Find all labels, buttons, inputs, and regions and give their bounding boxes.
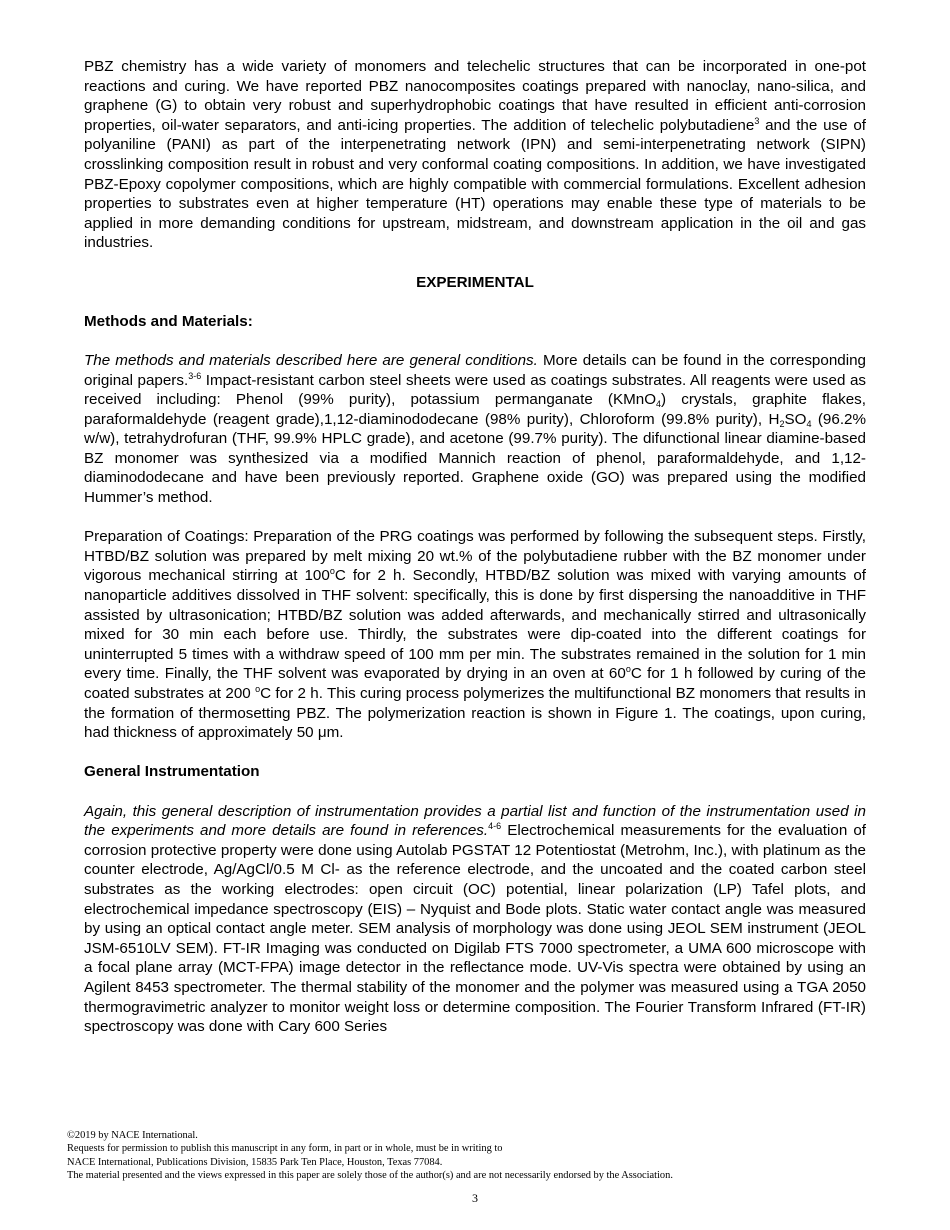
- methods-text-4: SO: [784, 410, 807, 428]
- degree-sup: o: [255, 684, 261, 694]
- preparation-text-4: C for 2 h. This curing process polymerizes the multifunctional BZ monomers that results in the formation of thermosetting PBZ. The polymerization reaction is shown in Figure 1. The coatings, upon curing, had thickness of approximately 50 μm.: [84, 685, 866, 742]
- instrumentation-italic-text: Again, this general description of instrumentation provides a partial list and function of the instrumentation used in the experiments and more details are found in references.: [84, 802, 866, 840]
- instrumentation-paragraph: [84, 802, 866, 1037]
- page-number: 3: [472, 1191, 478, 1205]
- preparation-text-3: C for 1 h followed by curing of the coated substrates at 200: [84, 665, 866, 702]
- page-footer: [67, 1129, 887, 1183]
- subsection-heading-methods: Methods and Materials:: [84, 312, 253, 330]
- spacer: [84, 292, 866, 312]
- intro-text-a: PBZ chemistry has a wide variety of monomers and telechelic structures that can be incorporated in one-pot reactions and curing. We have reported PBZ nanocomposites coatings prepared with nanoclay, nano-silica, and graphene (G) to obtain very robust and superhydrophobic coatings that have resulted in efficient anti-corrosion properties, oil-water separators, and anti-icing properties. The addition of telechelic polybutadiene: [84, 58, 866, 134]
- subsection-heading-instrumentation: General Instrumentation: [84, 763, 260, 781]
- section-heading-experimental: EXPERIMENTAL: [416, 273, 534, 291]
- subscript: 4: [656, 399, 662, 410]
- instrumentation-text: Electrochemical measurements for the evaluation of corrosion protective property were done using Autolab PGSTAT 12 Potentiostat (Metrohm, Inc.), with platinum as the counter electrode, Ag/AgCl/0.5 M Cl- as the reference electrode, and the uncoated and the coated carbon steel substrates as the working electrodes: open circuit (OC) potential, linear polarization (LP) Tafel plots, and electrochemical impedance spectroscopy (EIS) – Nyquist and Bode plots. Static water contact angle was measured by using an optical contact angle meter. SEM analysis of morphology was done using JEOL SEM instrument (JEOL JSM-6510LV SEM). FT-IR Imaging was conducted on Digilab FTS 7000 spectrometer, a UMA 600 microscope with a focal plane array (MCT-FPA) image detector in the reflectance mode. UV-Vis spectra were obtained by using an Agilent 8453 spectrometer. The thermal stability of the monomer and the polymer was measured using a TGA 2050 thermogravimetric analyzer to monitor weight loss or determine composition. The Fourier Transform Infrared (FT-IR) spectroscopy was done with Cary 600 Series: [84, 822, 867, 1036]
- citation-sup: 3: [754, 115, 760, 126]
- footer-address: NACE International, Publications Division, 15835 Park Ten Place, Houston, Texas 77084.: [67, 1156, 443, 1168]
- methods-text-1: More details can be found in the corresponding original papers.: [84, 351, 866, 389]
- spacer: [84, 743, 866, 763]
- methods-text-3: ) crystals, graphite flakes, paraformaldehyde (reagent grade),1,12-diaminododecane (98% purity), Chloroform (99.8% purity), H: [84, 391, 866, 428]
- preparation-paragraph: [84, 527, 866, 743]
- preparation-text-1: Preparation of Coatings: Preparation of the PRG coatings was performed by following the subsequent steps. Firstly, HTBD/BZ solution was prepared by melt mixing 20 wt.% of the polybutadiene rubber with the BZ monomer under vigorous mechanical stirring at 100: [84, 528, 866, 585]
- methods-text-5: (96.2% w/w), tetrahydrofuran (THF, 99.9% HPLC grade), and acetone (99.7% purity). The difunctional linear diamine-based BZ monomer was synthesized via a modified Mannich reaction of phenol, paraformaldehyde, and 1,12-diaminododecane and have been previously reported. Graphene oxide (GO) was prepared using the modified Hummer’s method.: [84, 410, 866, 507]
- footer-disclaimer: The material presented and the views expressed in this paper are solely those of the author(s) and are not necessarily endorsed by the Association.: [67, 1170, 673, 1182]
- citation-sup: 4-6: [488, 821, 502, 832]
- intro-text-b: and the use of polyaniline (PANI) as part of the interpenetrating network (IPN) and semi-interpenetrating network (SIPN) crosslinking composition result in robust and very conformal coating compositions. In addition, we have investigated PBZ-Epoxy copolymer compositions, which are highly compatible with commercial formulations. Excellent adhesion properties to substrates even at higher temperature (HT) operations may enable these type of materials to be applied in more demanding conditions for upstream, midstream, and downstream application in the oil and gas industries.: [84, 116, 866, 252]
- methods-text-2: Impact-resistant carbon steel sheets were used as coatings substrates. All reagents were used as received including: Phenol (99% purity), potassium permanganate (KMnO: [84, 371, 867, 409]
- spacer: [84, 253, 866, 273]
- footer-copyright: ©2019 by NACE International.: [67, 1130, 198, 1141]
- spacer: [84, 508, 866, 528]
- citation-sup: 3-6: [188, 370, 202, 381]
- spacer: [84, 782, 866, 802]
- degree-sup: o: [329, 566, 335, 577]
- preparation-text-2: C for 2 h. Secondly, HTBD/BZ solution was mixed with varying amounts of nanoparticle additives dissolved in THF solvent: specifically, this is done by first dispersing the nanoadditive in THF assisted by ultrasonication; HTBD/BZ solution was added afterwards, and mechanically stirred and ultrasonically mixed for 30 min each before use. Thirdly, the substrates were dip-coated into the different coatings for uninterrupted 5 times with a withdraw speed of 100 mm per min. The substrates remained in the solution for 1 min every time. Finally, the THF solvent was evaporated by drying in an oven at 60: [84, 567, 866, 683]
- intro-paragraph: [84, 57, 866, 253]
- subscript: 2: [779, 418, 785, 429]
- spacer: [84, 331, 866, 351]
- methods-paragraph: [84, 351, 866, 508]
- degree-sup: o: [625, 664, 631, 675]
- subscript: 4: [806, 418, 812, 429]
- footer-permission: Requests for permission to publish this manuscript in any form, in part or in whole, must be in writing to: [67, 1143, 503, 1155]
- methods-italic-text: The methods and materials described here are general conditions.: [84, 351, 538, 369]
- page-body: [84, 57, 866, 1037]
